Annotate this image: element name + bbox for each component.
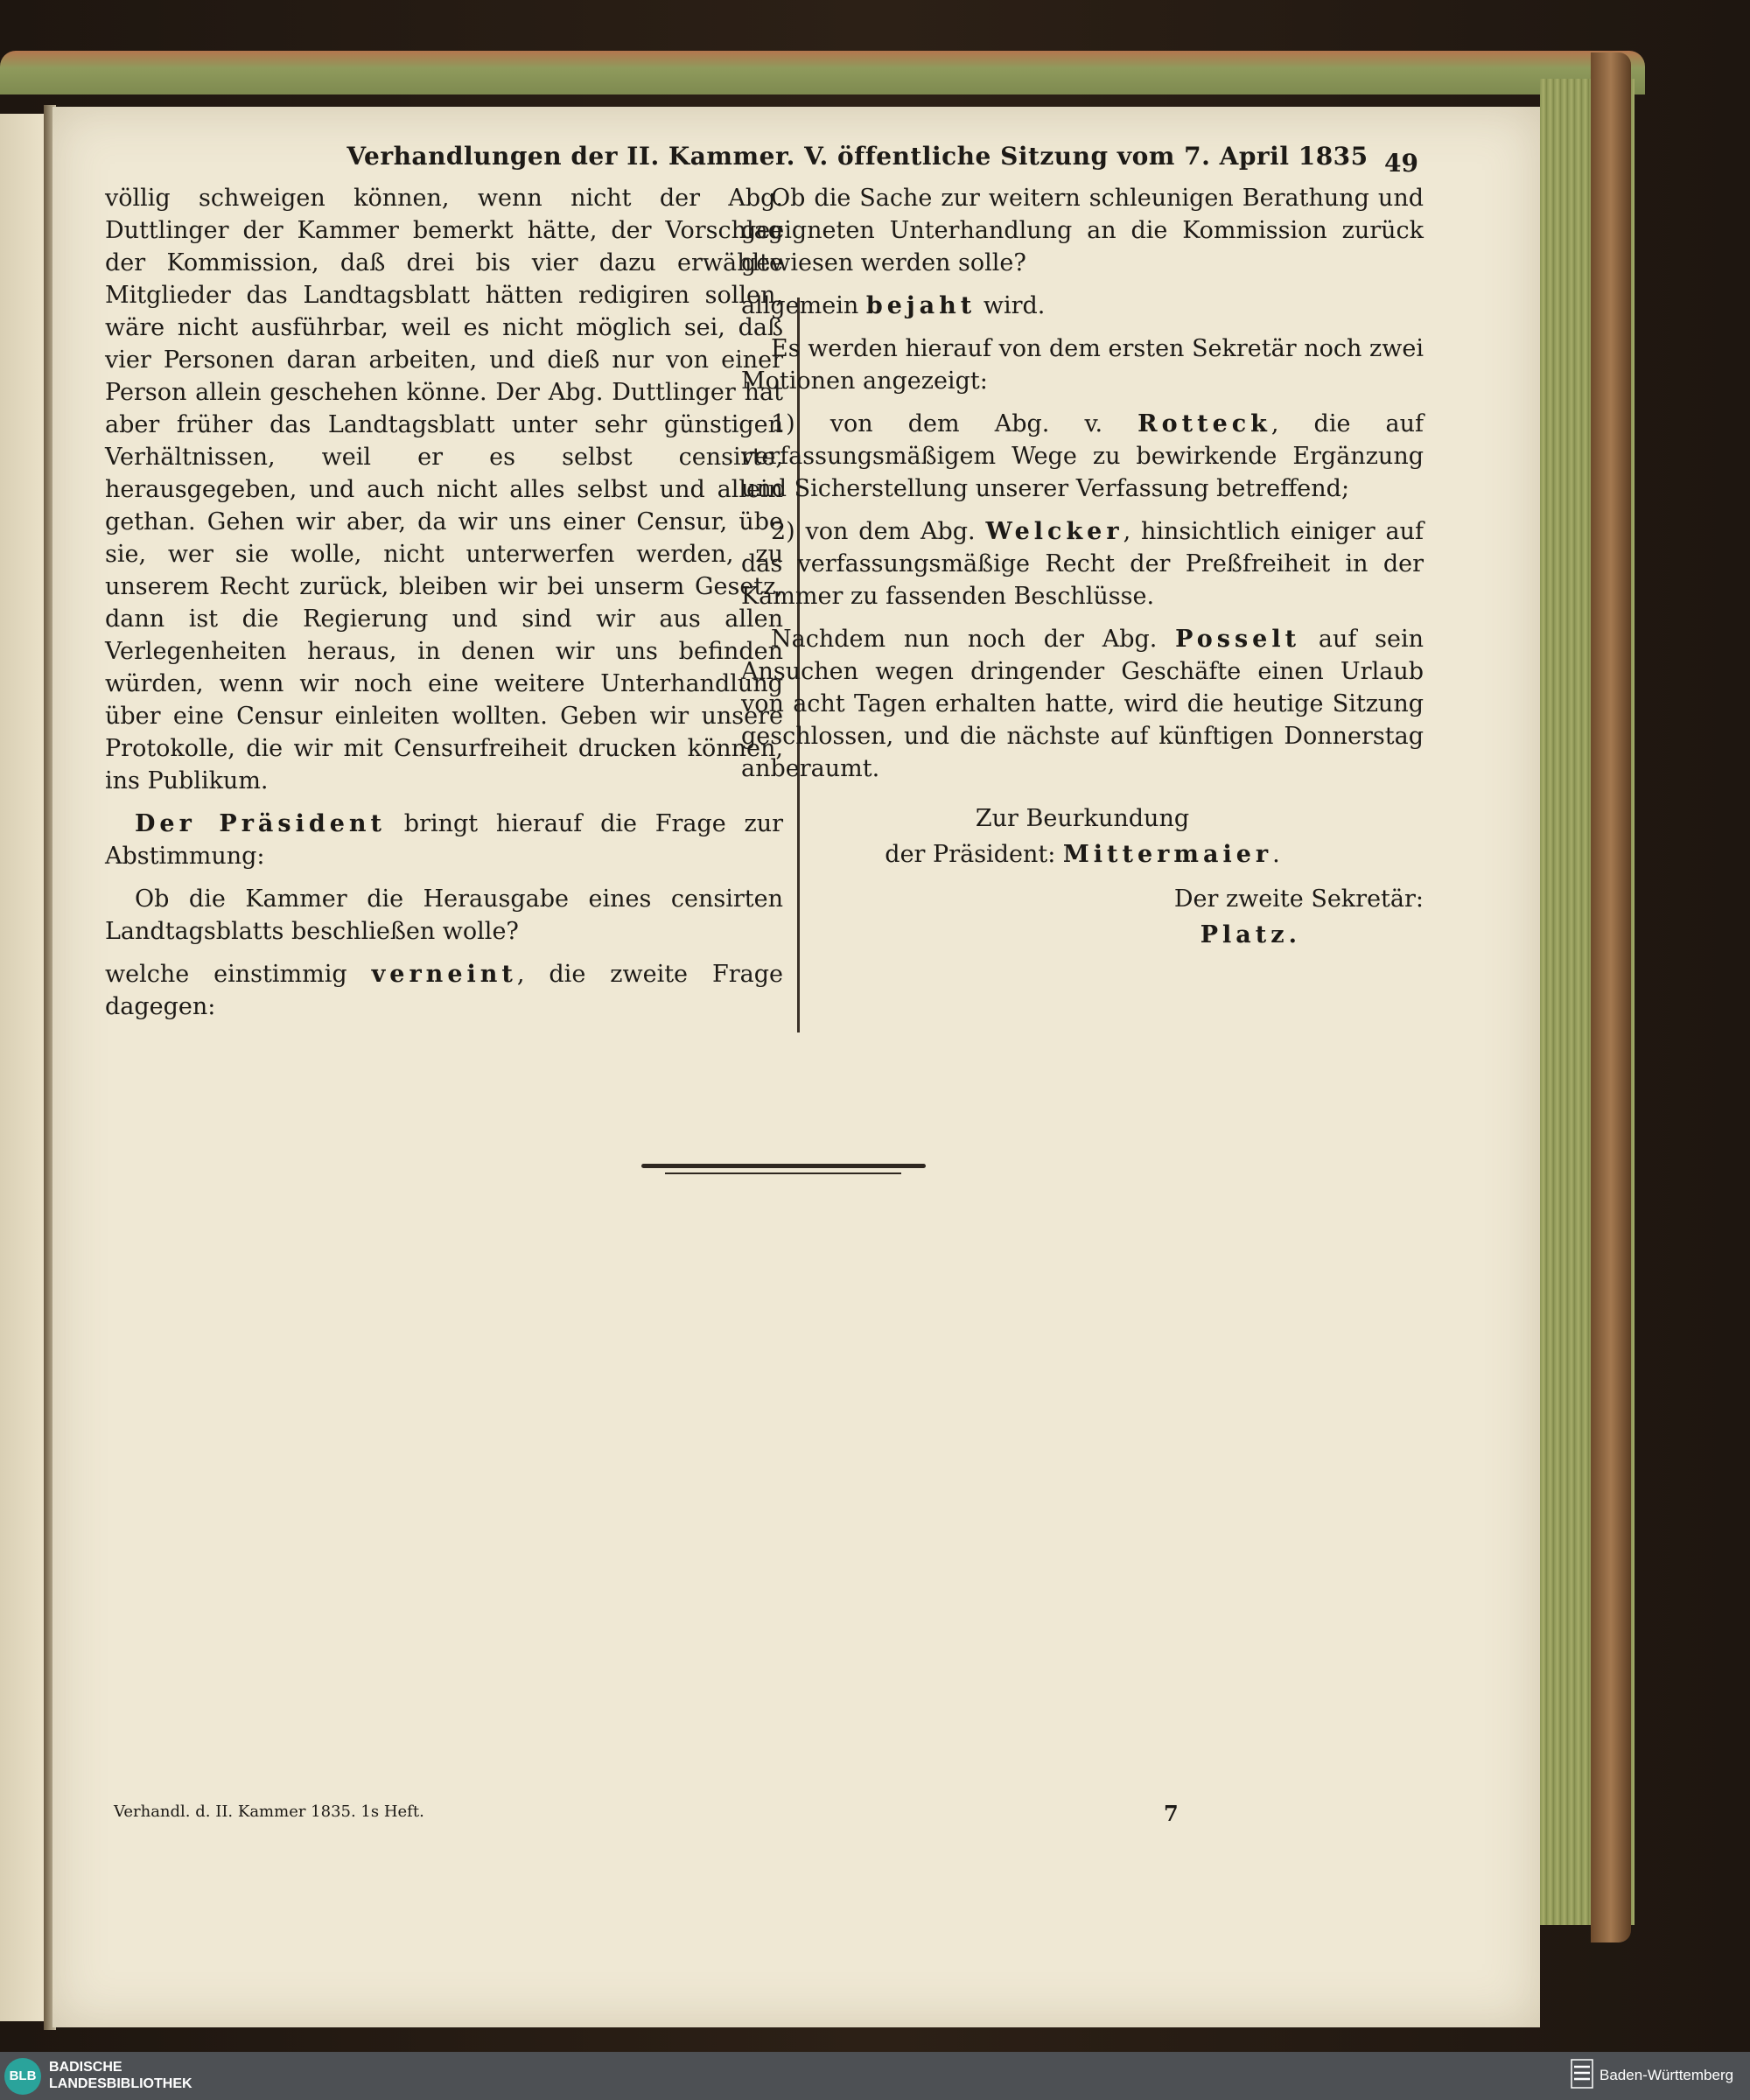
president-name: Mittermaier	[1062, 841, 1273, 868]
right-paragraph-6	[741, 623, 1424, 785]
running-head: Verhandlungen der II. Kammer. V. öffentliche Sitzung vom 7. April 1835	[346, 142, 1368, 171]
right-column	[741, 182, 1424, 962]
library-name-line-2: LANDESBIBLIOTHEK	[49, 2076, 192, 2091]
left-paragraph-4-emph: verneint	[371, 961, 517, 988]
closing-line-2-end: .	[1272, 841, 1280, 868]
right-paragraph-2	[741, 290, 1424, 322]
right-paragraph-2-start: allgemein	[741, 292, 866, 319]
left-paragraph-4	[105, 958, 783, 1023]
left-column	[105, 182, 783, 1033]
right-paragraph-2-end: wird.	[976, 292, 1046, 319]
left-paragraph-4-start: welche einstimmig	[105, 961, 372, 988]
right-paragraph-6-emph: Posselt	[1175, 626, 1301, 653]
right-paragraph-2-emph: bejaht	[865, 292, 976, 319]
right-paragraph-4-start: 1) von dem Abg. v.	[771, 410, 1138, 438]
page-number: 49	[1384, 149, 1418, 178]
speaker-president: Der Präsident	[135, 810, 387, 837]
right-paragraph-6-end: auf sein Ansuchen wegen dringender Geschäfte einen Urlaub von acht Tagen erhalten hatte, wird die heutige Sitzung geschlossen, und die nächste auf künftigen Donnerstag anberaumt.	[741, 626, 1424, 782]
right-paragraph-4-emph: Rotteck	[1138, 410, 1271, 438]
right-paragraph-6-start: Nachdem nun noch der Abg.	[771, 626, 1176, 653]
library-name-line-1: BADISCHE	[49, 2060, 122, 2075]
book-cover-edge	[1591, 52, 1631, 1942]
secretary-title: Der zweite Sekretär:	[1173, 886, 1424, 913]
right-paragraph-1: Ob die Sache zur weitern schleunigen Berathung und geeigneten Unterhandlung an die Kommission zurück gewiesen werden solle?	[741, 185, 1424, 276]
left-paragraph-1: völlig schweigen können, wenn nicht der Abg. Duttlinger der Kammer bemerkt hätte, der Vorschlag der Kommission, daß drei bis vier dazu erwählte Mitglieder das Landtagsblatt hätten redigiren sollen, wäre nicht ausführbar, weil es nicht möglich sei, daß vier Personen daran arbeiten, und dieß nur von einer Person allein geschehen könne. Der Abg. Duttlinger hat aber früher das Landtagsblatt unter sehr günstigen Verhältnissen, weil er es selbst censirte, herausgegeben, und auch nicht alles selbst und allein gethan. Gehen wir aber, da wir uns einer Censur, übe sie, wer sie wolle, nicht unterwerfen werden, zu unserem Recht zurück, bleiben wir bei unserm Gesetz, dann ist die Regierung und sind wir aus allen Verlegenheiten heraus, in denen wir uns befinden würden, wenn wir noch eine weitere Unterhandlung über eine Censur einleiten wollten. Geben wir unsere Protokolle, die wir mit Censurfreiheit drucken können, ins Publikum.	[105, 185, 783, 794]
section-rule	[641, 1164, 926, 1168]
right-paragraph-5	[741, 515, 1424, 612]
library-footer-bar	[0, 2052, 1750, 2100]
secretary-name-text: Platz.	[1200, 921, 1301, 948]
blb-logo-icon[interactable]: BLB	[4, 2058, 41, 2095]
state-coat-of-arms-icon	[1571, 2059, 1593, 2089]
closing-line-1: Zur Beurkundung	[975, 805, 1190, 832]
printer-signature: Verhandl. d. II. Kammer 1835. 1s Heft.	[114, 1802, 424, 1821]
left-page-strip	[0, 114, 49, 2021]
left-paragraph-3: Ob die Kammer die Herausgabe eines censirten Landtagsblatts beschließen wolle?	[105, 886, 783, 945]
right-paragraph-5-emph: Welcker	[985, 518, 1124, 545]
left-paragraph-4-end: , die zweite Frage dagegen:	[105, 961, 783, 1020]
book-top-edge	[0, 51, 1645, 94]
section-rule-thin	[665, 1172, 901, 1174]
closing-line-2	[741, 838, 1424, 871]
right-paragraph-4	[741, 408, 1424, 505]
secretary-name	[741, 919, 1424, 951]
sheet-number: 7	[1164, 1801, 1179, 1826]
closing-line-2-start: der Präsident:	[885, 841, 1063, 868]
right-paragraph-3: Es werden hierauf von dem ersten Sekretär noch zwei Motionen angezeigt:	[741, 335, 1424, 395]
left-paragraph-2	[105, 808, 783, 872]
right-paragraph-5-end: , hinsichtlich einiger auf das verfassungsmäßige Recht der Preßfreiheit in der Kammer zu fassenden Beschlüsse.	[741, 518, 1424, 610]
right-paragraph-5-start: 2) von dem Abg.	[771, 518, 986, 545]
left-paragraph-2-text: bringt hierauf die Frage zur Abstimmung:	[105, 810, 784, 870]
library-name[interactable]	[49, 2059, 192, 2092]
state-label[interactable]: Baden-Württemberg	[1600, 2067, 1734, 2083]
right-paragraph-4-end: , die auf verfassungsmäßigem Wege zu bewirkende Ergänzung und Sicherstellung unserer Verfassung betreffend;	[741, 410, 1424, 502]
